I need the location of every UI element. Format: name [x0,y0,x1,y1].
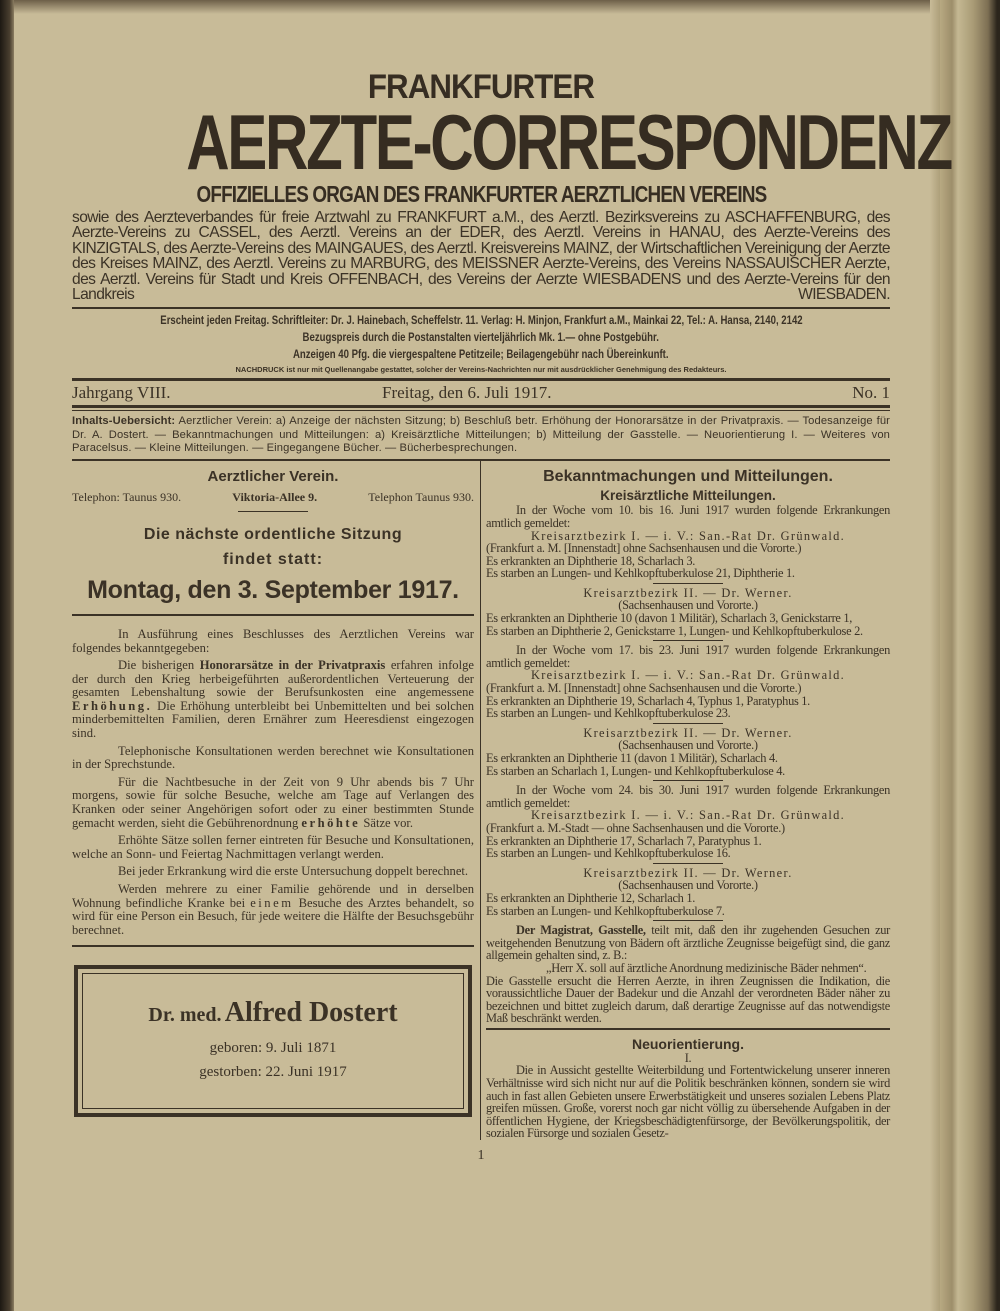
table-of-contents [72,415,890,455]
right-column [486,461,890,1140]
district-head: Kreisarztbezirk II. — Dr. Werner. [583,585,793,600]
contact-line [72,491,474,505]
book-page-stack [940,0,1000,1311]
advertising-info [72,346,890,363]
divider [72,405,890,408]
paragraph: Erhöhte Sätze sollen ferner eintreten für Besuche und Konsultationen, welche an Sonn- und Feiertag Nachmittagen verlangt werden. [72,833,474,861]
subsection-title: Kreisärztliche Mitteilungen. [600,488,776,504]
issue-line [72,381,890,405]
death-report: Es starben an Lungen- und Kehlkopftuberkulose 16. [486,846,731,861]
subscription-info-text: Bezugspreis durch die Postanstalten vierteljährlich Mk. 1.— ohne Postgebühr. [302,330,660,345]
district-area: (Sachsenhausen und Vororte.) [618,738,758,753]
illness-report: Es erkrankten an Diphtherie 12, Scharlach 1. [486,890,696,905]
obituary-died: gestorben: 22. Juni 1917 [199,1064,347,1081]
death-report: Es starben an Lungen- und Kehlkopftuberkulose 7. [486,903,725,918]
subtitle-text: OFFIZIELLES ORGAN DES FRANKFURTER AERZTLICHEN VEREINS [196,181,766,207]
paragraph: In Ausführung eines Beschlusses des Aerztlichen Vereins war folgendes bekanntgegeben: [72,626,474,655]
gasstelle-quote: „Herr X. soll auf ärztliche Anordnung medizinische Bäder nehmen“. [546,960,867,975]
meeting-heading: Die nächste ordentliche Sitzung [143,525,403,543]
meeting-date: Montag, den 3. September 1917. [87,575,459,604]
paragraph: Die bisherigen Honorarsätze in der Privatpraxis erfahren infolge der durch den Krieg herbeigeführten außerordentlichen Verteuerung der gesamten Lebenshaltung sowie der Berufsunkosten eine angemessene Erhöhung. Die Erhöhung unterbleibt bei Unbemittelten und bei solchen minderbemittelten Familien, deren Ernährer zum Heeresdienst eingezogen sind. [72,658,474,741]
contents-label: Inhalts-Uebersicht: [72,415,176,428]
district-area: (Frankfurt a. M.-Stadt — ohne Sachsenhausen und die Vororte.) [486,820,785,835]
death-report: Es starben an Lungen- und Kehlkopftuberkulose 21, Diphtherie 1. [486,566,795,581]
illness-report: Es erkrankten an Diphtherie 19, Scharlach 4, Typhus 1, Paratyphus 1. [486,693,810,708]
obituary-title: Dr. med. [148,1004,222,1027]
address: Viktoria-Allee 9. [232,490,318,505]
scan-top-edge [0,0,1000,14]
subscription-info [72,329,890,346]
column-divider [480,461,481,1140]
article-title: Neuorientierung. [631,1035,744,1052]
title-large-text: AERZTE-CORRESPONDENZ [186,98,951,186]
advertising-info-text: Anzeigen 40 Pfg. die viergespaltene Petitzeile; Beilagengebühr nach Übereinkunft. [293,347,669,362]
divider [653,780,723,781]
left-column [72,461,474,1140]
district-head: Kreisarztbezirk II. — Dr. Werner. [583,725,793,740]
illness-report: Es erkrankten an Diphtherie 11 (davon 1 Militär), Scharlach 4. [486,751,778,766]
obituary-born: geboren: 9. Juli 1871 [209,1040,337,1057]
title-small-text: FRANKFURTER [367,68,595,106]
article-part: I. [684,1050,692,1065]
divider [486,1028,890,1030]
paragraph: Für die Nachtbesuche in der Zeit von 9 Uhr abends bis 7 Uhr morgens, sowie für solche Besuche, welche am Tage auf Verlangen des Kranken oder seiner Angehörigen sofort oder zu einer bestimmten Stunde gemacht werden, sieht die Gebührenordnung erhöhte Sätze vor. [72,774,474,830]
gasstelle-request: Die Gasstelle ersucht die Herren Aerzte, in ihren Zeugnissen die Indikation, die voraussichtliche Dauer der Badekur und die Anzahl der verordneten Bäder näher zu bezeichnen und bittet zugleich darum, daß derartige Zeugnisse auf das notwendigste Maß beschränkt werden. [486,973,890,1026]
gasstelle-notice: Der Magistrat, Gasstelle, teilt mit, daß den ihr zugehenden Gesuchen zur weitgehenden Benutzung von Bädern oft ärztliche Zeugnisse beigefügt sind, die ganz allgemein gehalten sind, z. B.: [486,923,890,963]
district-head: Kreisarztbezirk II. — Dr. Werner. [583,865,793,880]
week-intro: In der Woche vom 10. bis 16. Juni 1917 wurden folgende Erkrankungen amtlich gemeldet: [486,503,890,530]
telephone: Telephon: Taunus 930. [72,490,182,505]
publication-info [72,312,890,329]
divider [653,640,723,641]
divider [72,945,474,947]
divider [653,583,723,584]
week-intro: In der Woche vom 17. bis 23. Juni 1917 wurden folgende Erkrankungen amtlich gemeldet: [486,643,890,670]
district-area: (Sachsenhausen und Vororte.) [618,598,758,613]
associations-text: sowie des Aerzteverbandes für freie Arztwahl zu FRANKFURT a.M., des Aerztl. Bezirksvereins zu ASCHAFFENBURG, des Aerzte-Vereins zu CASSEL, des Aerztl. Vereins an der EDER, des Aerztl. Vereins in HANAU, des Aerzte-Vereins des KINZIGTALS, des Aerzte-Vereins des MAINGAUES, des Aerztl. Kreisvereins MAINZ, der Wirtschaftlichen Vereinigung der Aerzte des Kreises MAINZ, des Aerztl. Vereins zu MARBURG, des MEISSNER Aerzte-Vereins, des Vereins NASSAUISCHER Aerzte, des Aerztl. Vereins für Stadt und Kreis OFFENBACH, des Vereins der Aerzte WIESBADENS und des Aerzte-Vereins für den Landkreis WIESBADEN. [72,209,890,304]
district-area: (Frankfurt a. M. [Innenstadt] ohne Sachsenhausen und die Vororte.) [486,541,802,556]
illness-report: Es erkrankten an Diphtherie 10 (davon 1 Militär), Scharlach 3, Genickstarre 1, [486,611,853,626]
district-head: Kreisarztbezirk I. — i. V.: San.-Rat Dr. Grünwald. [530,668,846,683]
paragraph: Bei jeder Erkrankung wird die erste Untersuchung doppelt berechnet. [118,864,469,879]
obituary-name: Alfred Dostert [224,997,398,1029]
week-intro: In der Woche vom 24. bis 30. Juni 1917 wurden folgende Erkrankungen amtlich gemeldet: [486,783,890,810]
columns [72,461,890,1140]
illness-report: Es erkrankten an Diphtherie 17, Scharlach 7, Paratyphus 1. [486,833,762,848]
district-area: (Sachsenhausen und Vororte.) [618,878,758,893]
meeting-heading: findet statt: [222,550,324,568]
district-head: Kreisarztbezirk I. — i. V.: San.-Rat Dr. Grünwald. [530,528,846,543]
issue-number: No. 1 [852,383,890,403]
illness-report: Es erkrankten an Diphtherie 18, Scharlach 3. [486,553,696,568]
newspaper-page [72,68,951,1164]
death-report: Es starben an Scharlach 1, Lungen- und Kehlkopftuberkulose 4. [486,763,785,778]
article-text: Die in Aussicht gestellte Weiterbildung und Fortentwickelung unserer inneren Verhältnisse wird sich nicht nur auf die Politik beschränken können, sondern sie wird auch in fast allen Gebieten unsere Erwerbstätigkeit und unseres sozialen Lebens Platz greifen müssen. Große, vorerst noch gar nicht völlig zu übersehende Aufgaben in der öffentlichen Hygiene, der Kriegsbeschädigtenfürsorge, der Bevölkerungspolitik, der sozialen Fürsorge und sozialen Gesetz- [486,1063,890,1141]
publication-info-text: Erscheint jeden Freitag. Schriftleiter: Dr. J. Hainebach, Scheffelstr. 11. Verlag: H. Minjon, Frankfurt a.M., Mainkai 22, Tel.: A. Hansa, 2140, 2142 [159,313,803,328]
reprint-notice [72,363,890,376]
divider [72,410,890,411]
district-head: Kreisarztbezirk I. — i. V.: San.-Rat Dr. Grünwald. [530,808,846,823]
page-number: 1 [477,1148,485,1164]
contents-text: Aerztlicher Verein: a) Anzeige der nächsten Sitzung; b) Beschluß betr. Erhöhung der Honorarsätze in der Privatpraxis. — Todesanzeige für Dr. A. Dostert. — Bekanntmachungen und Mitteilungen: a) Kreisärztliche Mitteilungen; b) Mitteilung der Gasstelle. — Neuorientierung I. — Weiteres von Paracelsus. — Kleine Mitteilungen. — Eingegangene Bücher. — Bücherbesprechungen. [72,415,891,455]
obituary-notice [74,965,472,1117]
divider [653,920,723,921]
issue-date: Freitag, den 6. Juli 1917. [382,383,552,403]
scan-left-edge [0,0,14,1311]
section-title: Aerztlicher Verein. [207,468,339,486]
telephone: Telephon Taunus 930. [368,490,474,505]
death-report: Es starben an Lungen- und Kehlkopftuberkulose 23. [486,706,731,721]
district-area: (Frankfurt a. M. [Innenstadt] ohne Sachsenhausen und die Vororte.) [486,681,802,696]
divider [653,723,723,724]
volume: Jahrgang VIII. [72,383,171,403]
divider [238,511,308,512]
obituary-name-line [78,997,468,1033]
paragraph: Telephonische Konsultationen werden berechnet wie Konsultationen in der Sprechstunde. [72,743,474,772]
masthead-title [72,98,951,186]
divider [72,307,890,309]
paragraph: Werden mehrere zu einer Familie gehörende und in derselben Wohnung befindliche Kranke bei einem Besuche des Arztes behandelt, so wird für eine Person ein Besuch, für jede weitere die Hälfte der Besuchsgebühr berechnet. [72,882,474,937]
section-title: Bekanntmachungen und Mitteilungen. [543,468,833,486]
death-report: Es starben an Diphtherie 2, Genickstarre 1, Lungen- und Kehlkopftuberkulose 2. [486,623,863,638]
divider [653,863,723,864]
reprint-notice-text: NACHDRUCK ist nur mit Quellenangabe gestattet, solcher der Vereins-Nachrichten nur mit ausdrücklicher Genehmigung des Redakteurs. [235,365,727,375]
divider [72,614,474,616]
